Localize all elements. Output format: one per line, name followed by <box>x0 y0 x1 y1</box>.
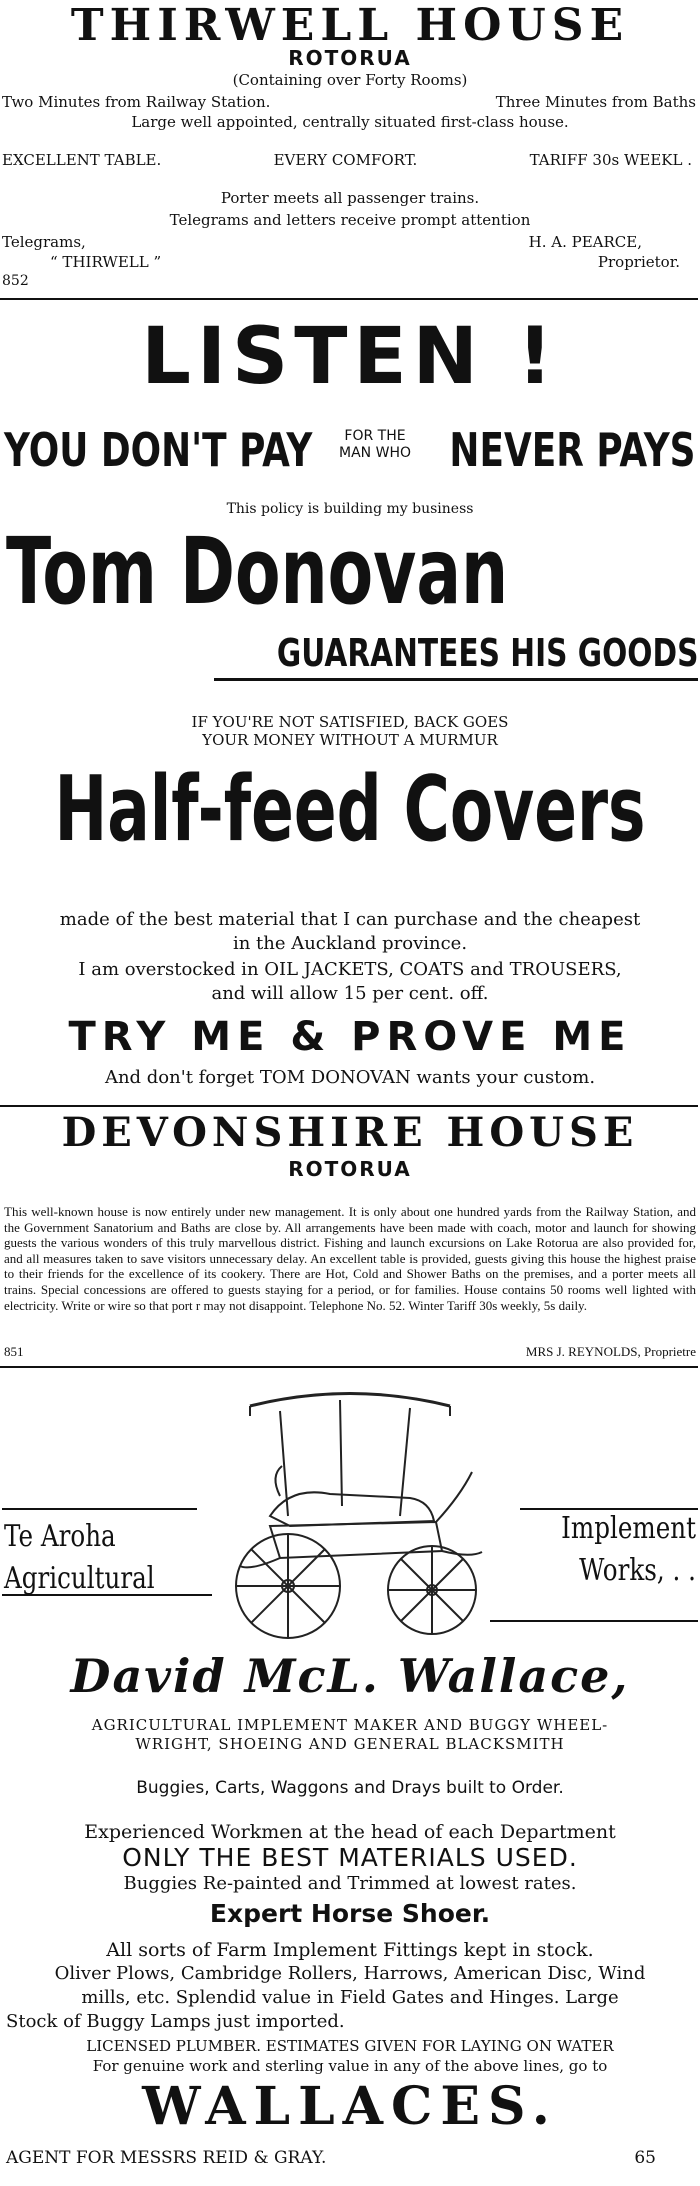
thirwell-rooms: (Containing over Forty Rooms) <box>232 71 468 89</box>
thirwell-telegrams-label: Telegrams, <box>2 233 86 251</box>
wallace-materials: ONLY THE BEST MATERIALS USED. <box>122 1843 578 1872</box>
wallace-genuine: For genuine work and sterling value in any of the above lines, go to <box>92 2057 608 2075</box>
wallace-ad <box>0 1368 700 2186</box>
wallace-wallaces: WALLACES. <box>142 2076 558 2137</box>
wallace-right-line-2: Works, . . <box>579 1553 696 1588</box>
thirwell-telegram-code: “ THIRWELL ” <box>50 253 162 271</box>
donovan-forget: And don't forget TOM DONOVAN wants your custom. <box>104 1067 596 1088</box>
wallace-left-line-2: Agricultural <box>4 1561 155 1596</box>
donovan-name-wrap <box>0 522 700 626</box>
wallace-trade-1: AGRICULTURAL IMPLEMENT MAKER AND BUGGY WHEEL- <box>91 1716 609 1734</box>
wallace-left-title <box>4 1516 168 1600</box>
devonshire-town: ROTORUA <box>288 1157 412 1181</box>
wallace-lamps: Stock of Buggy Lamps just imported. <box>6 2011 345 2032</box>
thirwell-railway-distance: Two Minutes from Railway Station. <box>2 93 271 111</box>
wallace-workmen: Experienced Workmen at the head of each Department <box>84 1821 616 1843</box>
donovan-never-pays: NEVER PAYS <box>449 423 696 477</box>
donovan-overstocked-2: and will allow 15 per cent. off. <box>211 983 489 1004</box>
donovan-satisfied-2: YOUR MONEY WITHOUT A MURMUR <box>202 731 498 749</box>
wallace-right-rule-bottom <box>490 1620 698 1622</box>
wallace-fittings: All sorts of Farm Implement Fittings kept in stock. <box>106 1939 594 1961</box>
devonshire-proprietress: MRS J. REYNOLDS, Proprietre <box>525 1344 696 1359</box>
donovan-policy: This policy is building my business <box>226 501 474 517</box>
donovan-try-me: TRY ME & PROVE ME <box>68 1014 632 1060</box>
donovan-dont-pay-row <box>0 418 700 488</box>
thirwell-tariff: TARIFF 30s WEEKL . <box>529 151 692 169</box>
wallace-agent: AGENT FOR MESSRS REID & GRAY. <box>6 2148 327 2168</box>
wallace-plows-1: Oliver Plows, Cambridge Rollers, Harrows, American Disc, Wind <box>54 1963 646 1984</box>
wallace-plumber: LICENSED PLUMBER. ESTIMATES GIVEN FOR LAYING ON WATER <box>86 2037 614 2055</box>
donovan-man-who: MAN WHO <box>339 445 411 461</box>
wallace-buggies: Buggies, Carts, Waggons and Drays built to Order. <box>136 1778 564 1798</box>
donovan-satisfied-1: IF YOU'RE NOT SATISFIED, BACK GOES <box>191 713 509 731</box>
thirwell-features <box>2 150 692 170</box>
thirwell-distances <box>2 92 696 112</box>
thirwell-proprietor-name: H. A. PEARCE, <box>528 233 642 251</box>
wallace-footer <box>6 2146 656 2170</box>
divider <box>0 1105 698 1107</box>
donovan-guarantees: GUARANTEES HIS GOODS <box>276 631 698 675</box>
wallace-left-rule <box>2 1508 197 1510</box>
thirwell-baths-distance: Three Minutes from Baths <box>495 93 696 111</box>
devonshire-title: DEVONSHIRE HOUSE <box>61 1109 639 1156</box>
donovan-name: Tom Donovan <box>6 522 509 625</box>
wallace-left-line-1: Te Aroha <box>4 1519 116 1554</box>
thirwell-comfort: EVERY COMFORT. <box>273 151 418 169</box>
donovan-listen: LISTEN ! <box>141 312 559 402</box>
thirwell-appointed: Large well appointed, centrally situated first-class house. <box>131 113 569 131</box>
buggy-illustration <box>210 1376 490 1646</box>
thirwell-ref: 852 <box>2 273 29 289</box>
devonshire-footer <box>4 1344 696 1360</box>
wallace-plows-2: mills, etc. Splendid value in Field Gates and Hinges. Large <box>81 1987 619 2008</box>
wallace-name: David McL. Wallace, <box>70 1649 630 1703</box>
thirwell-porter: Porter meets all passenger trains. <box>220 189 480 207</box>
donovan-material-1: made of the best material that I can purchase and the cheapest <box>59 909 641 930</box>
thirwell-house-ad <box>0 0 700 300</box>
thirwell-contact-row-2 <box>50 252 680 272</box>
donovan-for-the: FOR THE <box>344 428 406 444</box>
devonshire-house-ad <box>0 1108 700 1368</box>
thirwell-title: THIRWELL HOUSE <box>70 0 630 51</box>
wallace-right-title <box>532 1508 696 1592</box>
donovan-for-the-man-who <box>320 428 430 462</box>
thirwell-town: ROTORUA <box>288 46 412 70</box>
donovan-ad <box>0 300 700 1105</box>
donovan-covers: Half-feed Covers <box>54 758 646 862</box>
thirwell-table: EXCELLENT TABLE. <box>2 151 162 169</box>
donovan-guarantees-wrap <box>214 630 698 681</box>
wallace-horse-shoer: Expert Horse Shoer. <box>209 1899 491 1928</box>
wallace-repainted: Buggies Re-painted and Trimmed at lowest rates. <box>123 1873 577 1894</box>
donovan-overstocked-1: I am overstocked in OIL JACKETS, COATS and TROUSERS, <box>78 959 622 980</box>
thirwell-proprietor-title: Proprietor. <box>597 253 680 271</box>
donovan-dont-pay: YOU DON'T PAY <box>4 423 313 477</box>
wallace-right-line-1: Implement <box>561 1511 696 1546</box>
donovan-material-2: in the Auckland province. <box>232 933 468 954</box>
devonshire-body: This well-known house is now entirely under new management. It is only about one hundred yards from the Railway Station, and the Government Sanatorium and Baths are close by. All arrangements have been made with coach, motor and launch for showing guests the various wonders of this truly marvellous district. Fishing and launch excursions on Lake Rotorua are also provided for, and all measures taken to save visitors unnecessary delay. An excellent table is provided, guests giving this house the highest praise to their friends for the excellence of its cookery. There are Hot, Cold and Shower Baths on the premises, and a porter meets all trains. Special concessions are offered to guests staying for a period, or for families. House contains 50 rooms well lighted with electricity. Write or wire so that port r may not disappoint. Telephone No. 52. Winter Tariff 30s weekly, 5s daily. <box>4 1204 696 1313</box>
wallace-left-rule-bottom <box>2 1594 212 1596</box>
thirwell-contact-row <box>2 232 642 252</box>
devonshire-ref: 851 <box>4 1344 24 1359</box>
wallace-trade-2: WRIGHT, SHOEING AND GENERAL BLACKSMITH <box>135 1735 565 1753</box>
donovan-covers-wrap <box>0 758 700 866</box>
wallace-ref: 65 <box>634 2148 656 2168</box>
thirwell-telegrams-note: Telegrams and letters receive prompt attention <box>169 211 531 229</box>
